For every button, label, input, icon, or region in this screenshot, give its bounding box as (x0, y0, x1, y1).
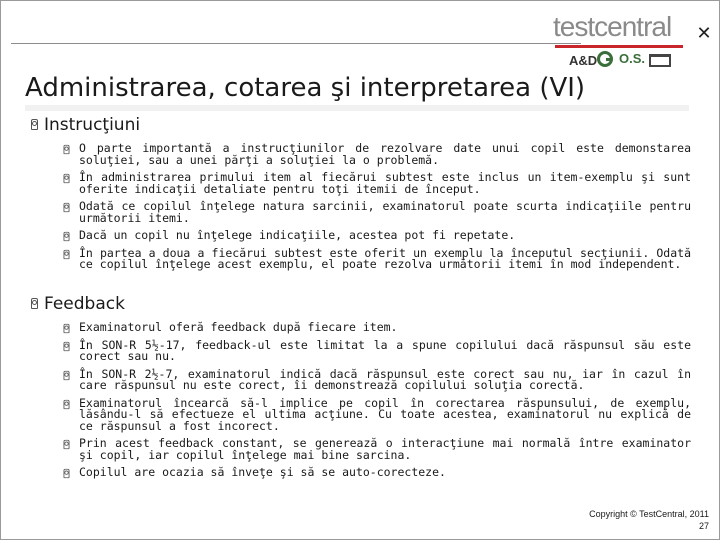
slide-footer (589, 508, 709, 532)
list-item (31, 172, 691, 195)
section-heading (31, 296, 691, 316)
list-item (31, 201, 691, 224)
list-item-text: În SON-R 5½-17, feedback-ul este limitat la a spune copilului dacă răspunsul său este corect sau nu. (79, 337, 691, 363)
bullet-list (31, 143, 691, 271)
bullet-icon (64, 232, 70, 241)
bullet-icon (64, 440, 70, 449)
section-heading-label: Instrucţiuni (44, 115, 141, 135)
bullet-icon (64, 341, 70, 350)
bullet-icon (64, 370, 70, 379)
bullet-icon (64, 203, 70, 212)
list-item-text: În administrarea primului item al fiecărui subtest este inclus un item-exemplu şi sunt oferite indicaţii detaliate pentru toţi itemii de început. (79, 170, 691, 196)
partner-logos (569, 51, 709, 71)
section-heading-label: Feedback (44, 294, 125, 314)
partner-g-logo-icon (597, 51, 613, 67)
section-feedback (31, 296, 691, 479)
list-item (31, 395, 691, 433)
logo-text-test: test (553, 11, 595, 42)
bullet-icon (64, 324, 70, 333)
bullet-icon (64, 469, 70, 478)
list-item-text: Prin acest feedback constant, se generează o interacţiune mai normală între examinator şi copil, iar copilul înţelege mai bine sarcina. (79, 436, 691, 462)
section-instructiuni (31, 117, 691, 271)
book-icon (649, 54, 671, 67)
section-heading (31, 117, 691, 137)
page-number: 27 (698, 521, 709, 531)
bullet-icon (64, 249, 70, 258)
list-item-text: În partea a doua a fiecărui subtest este oferit un exemplu la începutul secţiunii. Odată ce copilul înţelege acest exemplu, el poate rezolva următorii itemi în mod independent. (79, 245, 691, 271)
logo-wordmark (553, 11, 671, 43)
list-item-text: Examinatorul încearcă să-l implice pe copil în corectarea răspunsului, de exemplu, lăsându-l să efectueze el ultima acţiune. Cu toate acestea, examinatorul nu explică de ce răspunsul a fost incorect. (79, 395, 691, 433)
list-item (31, 337, 691, 363)
logo-text-central: central (594, 11, 672, 42)
partner-ad-logo: A&D (569, 53, 598, 68)
partner-os-logo: O.S. (619, 51, 646, 66)
bullet-icon (64, 174, 70, 183)
header-divider (11, 43, 581, 44)
list-item-text: O parte importantă a instrucţiunilor de rezolvare date unui copil este demonstarea soluţiei, sau a unei părţi a soluţiei la o problemă. (79, 141, 691, 167)
list-item (31, 322, 691, 334)
list-item-text: Dacă un copil nu înţelege indicaţiile, acestea pot fi repetate. (79, 228, 516, 242)
list-item (31, 366, 691, 392)
list-item (31, 467, 691, 479)
list-item-text: Examinatorul oferă feedback după fiecare item. (79, 320, 398, 334)
list-item (31, 438, 691, 461)
list-item (31, 230, 691, 242)
page-title: Administrarea, cotarea şi interpretarea (VI) (25, 73, 586, 103)
list-item-text: În SON-R 2½-7, examinatorul indică dacă răspunsul este corect sau nu, iar în cazul în care răspunsul nu este corect, îi demonstrează copilului soluţia corectă. (79, 366, 691, 392)
bullet-icon (31, 119, 38, 130)
copyright-text: Copyright © TestCentral, 2011 (589, 509, 709, 519)
bullet-icon (31, 298, 38, 309)
list-item (31, 143, 691, 166)
bullet-icon (64, 145, 70, 154)
list-item-text: Copilul are ocazia să înveţe şi să se auto-corecteze. (79, 465, 446, 479)
bullet-icon (64, 399, 70, 408)
title-underline (25, 105, 689, 111)
list-item (31, 245, 691, 271)
bullet-list (31, 322, 691, 479)
list-item-text: Odată ce copilul înţelege natura sarcinii, examinatorul poate scurta indicaţiile pentru următorii itemi. (79, 199, 691, 225)
close-icon[interactable]: ✕ (696, 23, 712, 44)
brand-logo (553, 11, 713, 71)
logo-accent-bar (555, 45, 683, 48)
